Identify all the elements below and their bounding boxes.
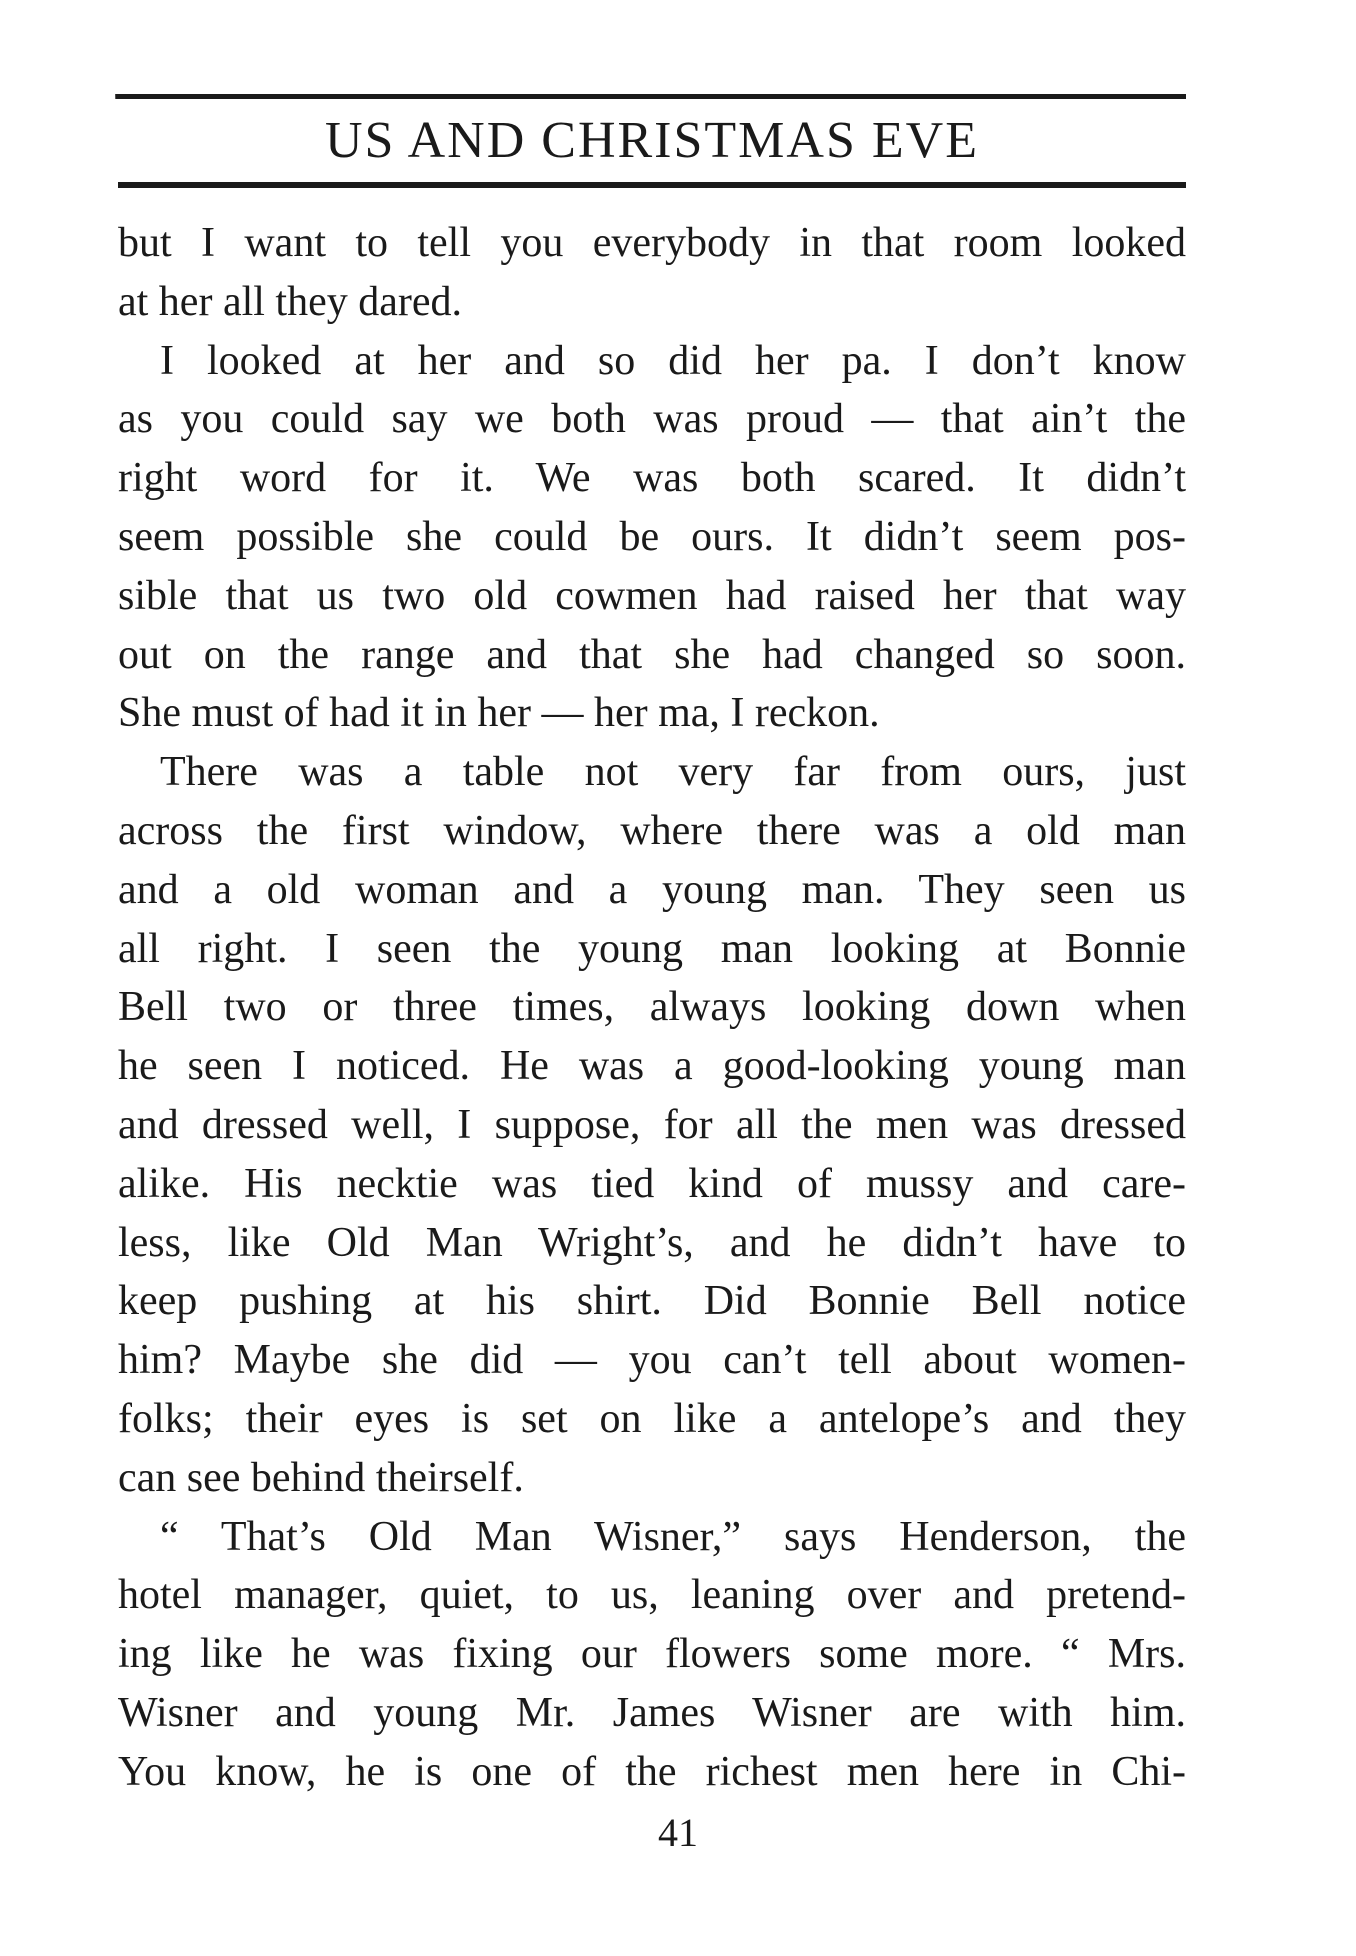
header-top-rule — [118, 94, 1186, 99]
text-line: hotel manager, quiet, to us, leaning over and pretend- — [118, 1572, 1186, 1619]
text-line: he seen I noticed. He was a good-looking young man — [118, 1043, 1186, 1090]
page-number: 41 — [658, 1810, 698, 1855]
text-line: and a old woman and a young man. They seen us — [118, 866, 1186, 913]
text-line: right word for it. We was both scared. It didn’t — [118, 455, 1186, 502]
text-line: and dressed well, I suppose, for all the men was dressed — [118, 1101, 1186, 1148]
text-line: “ That’s Old Man Wisner,” says Henderson, the — [160, 1513, 1186, 1560]
text-line: less, like Old Man Wright’s, and he didn’t have to — [118, 1219, 1186, 1266]
text-line: but I want to tell you everybody in that room looked — [118, 220, 1186, 266]
text-line: seem possible she could be ours. It didn’t seem pos- — [118, 513, 1186, 560]
text-line: You know, he is one of the richest men here in Chi- — [118, 1748, 1186, 1795]
running-head: US AND CHRISTMAS EVE — [325, 112, 979, 169]
text-line: out on the range and that she had changed so soon. — [118, 631, 1186, 678]
body-text — [118, 214, 1186, 1802]
text-line: Wisner and young Mr. James Wisner are with him. — [118, 1689, 1186, 1736]
text-line: ing like he was fixing our flowers some more. “ Mrs. — [118, 1631, 1186, 1678]
text-line: keep pushing at his shirt. Did Bonnie Bell notice — [118, 1278, 1186, 1325]
text-line: as you could say we both was proud — that ain’t the — [118, 396, 1186, 443]
text-line: I looked at her and so did her pa. I don’t know — [160, 337, 1186, 384]
text-line: She must of had it in her — her ma, I reckon. — [118, 690, 880, 737]
text-line: Bell two or three times, always looking down when — [118, 984, 1186, 1031]
text-line: folks; their eyes is set on like a antelope’s and they — [118, 1395, 1186, 1442]
text-line: at her all they dared. — [118, 278, 462, 325]
text-line: him? Maybe she did — you can’t tell about women- — [118, 1337, 1186, 1384]
text-line: There was a table not very far from ours, just — [160, 749, 1186, 796]
text-line: alike. His necktie was tied kind of mussy and care- — [118, 1160, 1186, 1207]
header-bottom-rule — [118, 182, 1186, 188]
text-line: across the first window, where there was a old man — [118, 807, 1186, 854]
text-line: all right. I seen the young man looking at Bonnie — [118, 925, 1186, 972]
text-line: sible that us two old cowmen had raised her that way — [118, 572, 1186, 619]
text-line: can see behind theirself. — [118, 1454, 524, 1501]
